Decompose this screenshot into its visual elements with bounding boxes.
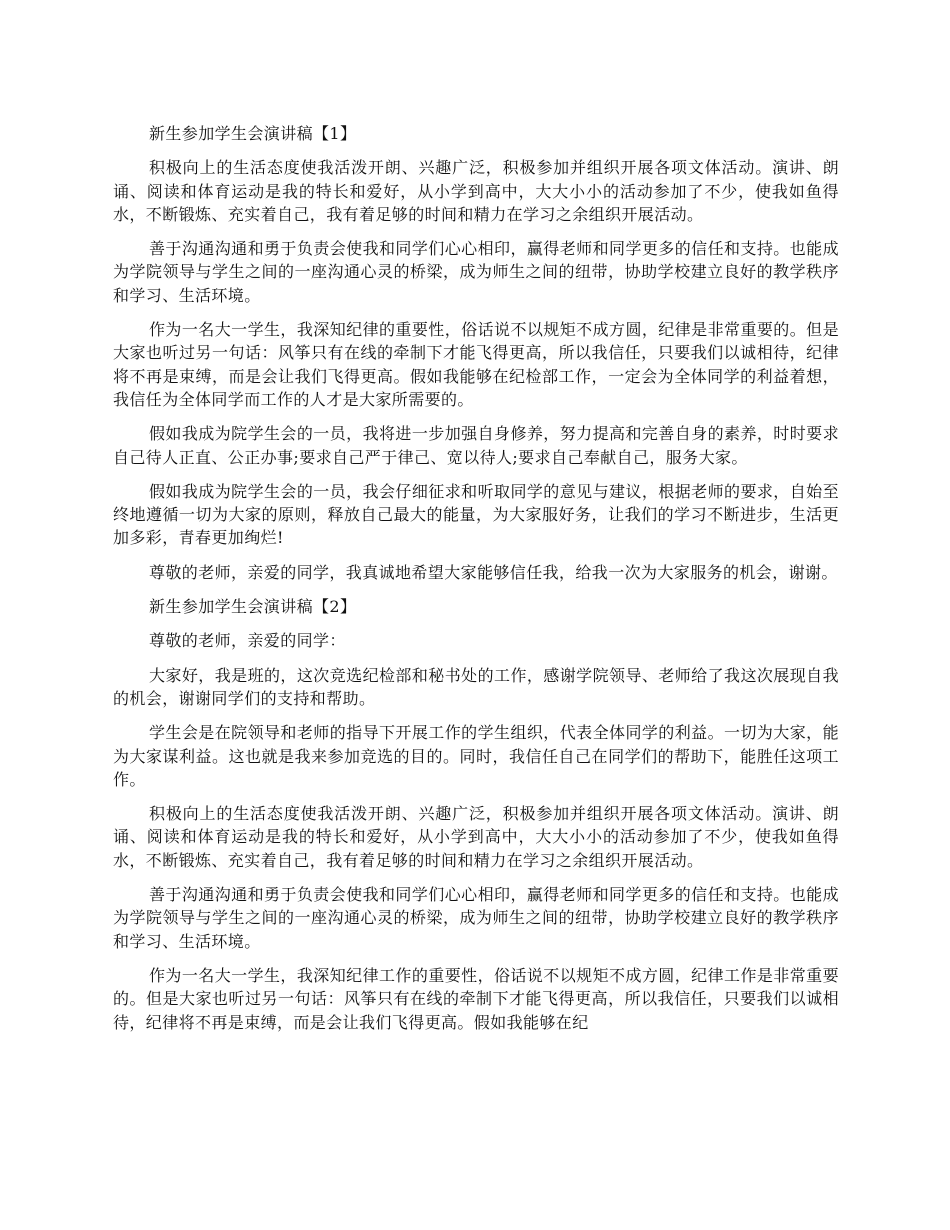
section-heading-1: 新生参加学生会演讲稿【1】 [149, 124, 357, 143]
paragraph: 善于沟通沟通和勇于负责会使我和同学们心心相印，赢得老师和同学更多的信任和支持。也能成为学院领导与学生之间的一座沟通心灵的桥梁，成为师生之间的纽带，协助学校建立良好的教学秩序和学习、生活环境。 [113, 239, 839, 305]
paragraph: 善于沟通沟通和勇于负责会使我和同学们心心相印，赢得老师和同学更多的信任和支持。也能成为学院领导与学生之间的一座沟通心灵的桥梁，成为师生之间的纽带，协助学校建立良好的教学秩序和学习、生活环境。 [113, 885, 839, 951]
paragraph: 积极向上的生活态度使我活泼开朗、兴趣广泛，积极参加并组织开展各项文体活动。演讲、朗诵、阅读和体育运动是我的特长和爱好，从小学到高中，大大小小的活动参加了不少，使我如鱼得水，不断锻炼、充实着自己，我有着足够的时间和精力在学习之余组织开展活动。 [113, 804, 839, 870]
document-body [113, 122, 839, 1045]
paragraph: 作为一名大一学生，我深知纪律的重要性，俗话说不以规矩不成方圆，纪律是非常重要的。但是大家也听过另一句话：风筝只有在线的牵制下才能飞得更高，所以我信任，只要我们以诚相待，纪律将不再是束缚，而是会让我们飞得更高。假如我能够在纪检部工作，一定会为全体同学的利益着想，我信任为全体同学而工作的人才是大家所需要的。 [113, 320, 839, 409]
paragraph: 假如我成为院学生会的一员，我将进一步加强自身修养，努力提高和完善自身的素养，时时要求自己待人正直、公正办事;要求自己严于律己、宽以待人;要求自己奉献自己，服务大家。 [113, 424, 839, 467]
paragraph: 积极向上的生活态度使我活泼开朗、兴趣广泛，积极参加并组织开展各项文体活动。演讲、朗诵、阅读和体育运动是我的特长和爱好，从小学到高中，大大小小的活动参加了不少，使我如鱼得水，不断锻炼、充实着自己，我有着足够的时间和精力在学习之余组织开展活动。 [113, 158, 839, 224]
paragraph: 假如我成为院学生会的一员，我会仔细征求和听取同学的意见与建议，根据老师的要求，自始至终地遵循一切为大家的原则，释放自己最大的能量，为大家服好务，让我们的学习不断进步，生活更加多彩，青春更加绚烂! [113, 481, 839, 548]
paragraph: 大家好，我是班的，这次竞选纪检部和秘书处的工作，感谢学院领导、老师给了我这次展现自我的机会，谢谢同学们的支持和帮助。 [113, 665, 839, 708]
paragraph: 尊敬的老师，亲爱的同学，我真诚地希望大家能够信任我，给我一次为大家服务的机会，谢谢。 [149, 562, 838, 582]
paragraph: 作为一名大一学生，我深知纪律工作的重要性，俗话说不以规矩不成方圆，纪律工作是非常重要的。但是大家也听过另一句话：风筝只有在线的牵制下才能飞得更高，所以我信任，只要我们以诚相待，纪律将不再是束缚，而是会让我们飞得更高。假如我能够在纪 [113, 965, 839, 1032]
paragraph: 学生会是在院领导和老师的指导下开展工作的学生组织，代表全体同学的利益。一切为大家，能为大家谋利益。这也就是我来参加竞选的目的。同时，我信任自己在同学们的帮助下，能胜任这项工作。 [113, 723, 839, 789]
salutation: 尊敬的老师，亲爱的同学： [149, 631, 346, 651]
section-heading-2: 新生参加学生会演讲稿【2】 [149, 597, 357, 617]
